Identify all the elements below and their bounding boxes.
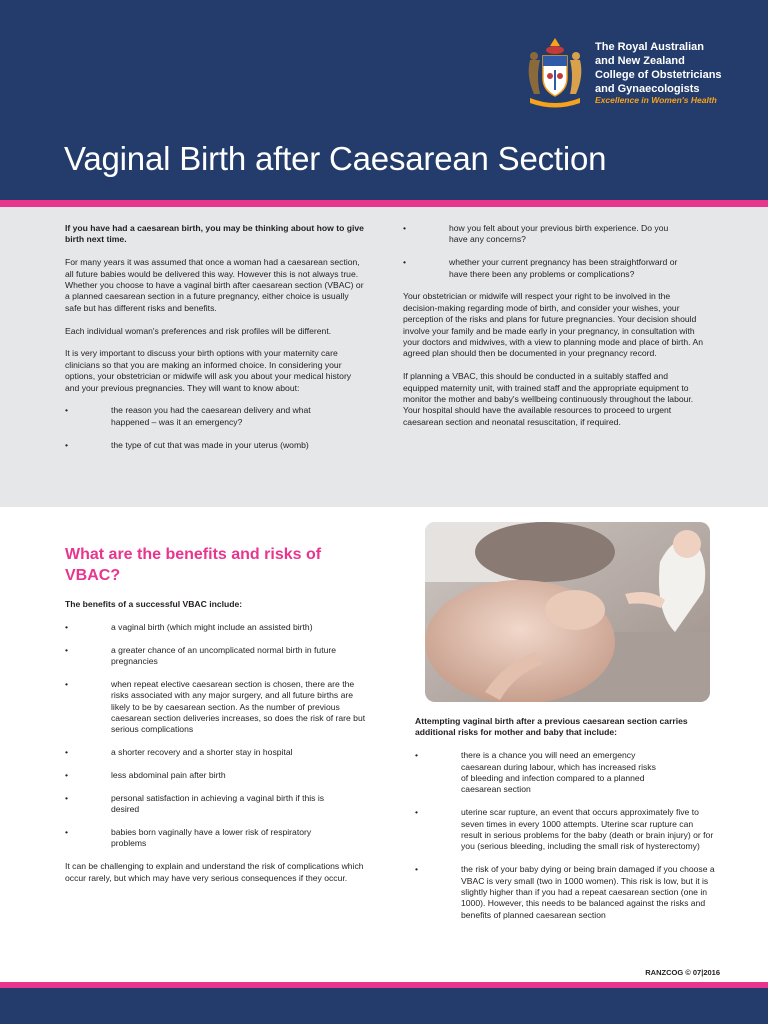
list-item-text: uterine scar rupture, an event that occurs approximately five to seven times in every 1000 attempts. Uterine scar rupture can result in serious problems for the baby (death or brain injury) or for you (serious bleeding, including the small risk of hysterectomy) [461, 807, 714, 852]
list-item [65, 770, 367, 781]
pregnancy-photo [425, 522, 710, 702]
list-item-text: a shorter recovery and a shorter stay in hospital [111, 747, 293, 758]
section-heading-benefits: What are the benefits and risks of VBAC? [65, 546, 322, 584]
bullet-mark: • [65, 405, 69, 416]
list-item [65, 622, 367, 633]
list-item-text: personal satisfaction in achieving a vaginal birth if this is desired [111, 792, 325, 815]
list-item-text: when repeat elective caesarean section is chosen, there are the risks associated with any major surgery, and all future births are likely to be by caesarean section. As the number of previous caesarean section deliveries increases, so does the risk of rare but serious complications [111, 678, 366, 735]
benefits-closing: It can be challenging to explain and understand the risk of complications which occur rarely, but which may have very serious consequences if they occur. [65, 861, 364, 883]
org-line: The Royal Australian [595, 41, 705, 53]
document-code: RANZCOG © 07|2016 [645, 968, 720, 977]
list-item [65, 793, 367, 816]
benefits-subtitle: The benefits of a successful VBAC include: [65, 599, 243, 609]
org-line: College of Obstetricians [595, 69, 722, 81]
bullet-mark: • [403, 257, 407, 268]
bullet-mark: • [65, 747, 69, 758]
bullet-mark: • [65, 792, 69, 803]
tagline: Excellence in Women's Health [595, 95, 717, 105]
list-item-text: a vaginal birth (which might include an assisted birth) [111, 621, 313, 632]
bullet-mark: • [65, 621, 69, 632]
organisation-name [595, 40, 765, 96]
list-item [415, 807, 715, 853]
list-item-text: less abdominal pain after birth [111, 770, 226, 781]
list-item [65, 440, 367, 451]
bullet-mark: • [65, 439, 69, 450]
list-item [65, 645, 367, 668]
bullet-mark: • [65, 678, 69, 689]
list-item [403, 223, 705, 246]
risks-lead: Attempting vaginal birth after a previous caesarean section carries additional risks for mother and baby that include: [415, 716, 688, 738]
list-item [65, 679, 367, 736]
list-item-text: how you felt about your previous birth experience. Do you have any concerns? [449, 223, 669, 245]
list-item [415, 864, 715, 921]
bullet-mark: • [415, 807, 419, 818]
list-item-text: babies born vaginally have a lower risk of respiratory problems [111, 827, 312, 849]
intro-paragraph: It is very important to discuss your birth options with your maternity care clinicians so that you are making an informed choice. In considering your options, your obstetrician or midwife will ask you about your medical history and your previous pregnancies. They will want to know about: [65, 348, 352, 393]
intro-paragraph: Each individual woman's preferences and risk profiles will be different. [65, 325, 332, 336]
bullet-mark: • [403, 223, 407, 233]
list-item [403, 257, 705, 280]
org-line: and New Zealand [595, 55, 685, 67]
intro-lead: If you have had a caesarean birth, you may be thinking about how to give birth next time. [65, 223, 364, 245]
list-item [65, 827, 367, 850]
intro-left-column [65, 223, 367, 462]
header-accent-stripe [0, 200, 768, 207]
bullet-mark: • [415, 864, 419, 875]
intro-right-column [403, 223, 705, 440]
list-item [65, 405, 367, 428]
list-item-text: a greater chance of an uncomplicated normal birth in future pregnancies [111, 644, 336, 666]
list-item-text: the type of cut that was made in your uterus (womb) [111, 439, 309, 450]
list-item-text: whether your current pregnancy has been straightforward or have there been any problems or complications? [449, 257, 678, 279]
bullet-mark: • [65, 827, 69, 838]
list-item [65, 747, 367, 758]
bullet-mark: • [65, 770, 69, 781]
bullet-mark: • [415, 750, 419, 761]
risks-column [415, 716, 715, 933]
intro-paragraph: Your obstetrician or midwife will respect your right to be involved in the decision-making regarding mode of birth, and consider your wishes, your perception of the risks and plans for future pregnancies. Your decision should involve your family and be made early in your pregnancy, in consultation with your doctors and midwives, with a view to planning mode and place of birth. An agreed plan should then be documented in your pregnancy record. [403, 291, 703, 359]
benefits-column [65, 599, 367, 895]
list-item-text: there is a chance you will need an emergency caesarean during labour, which has increased risks of bleeding and infection compared to a planned caesarean section [461, 750, 656, 795]
intro-paragraph: For many years it was assumed that once a woman had a caesarean section, all future babies would be delivered this way. However this is not always true. Whether you choose to have a vaginal birth after caesarean section (VBAC) or a planned caesarean section in a future pregnancy, either choice is usually safe but has different risks and benefits. [65, 257, 364, 313]
footer-banner [0, 988, 768, 1024]
list-item-text: the risk of your baby dying or being brain damaged if you choose a VBAC is very small (two in 1000 women). This risk is low, but it is slightly higher than if you had a repeat caesarean section (one in 1000). However, this needs to be balanced against the risks and benefits of planned caesarean section [461, 864, 715, 920]
intro-paragraph: If planning a VBAC, this should be conducted in a suitably staffed and equipped maternity unit, with trained staff and the appropriate equipment to monitor the mother and baby's wellbeing continuously throughout the labour. Your hospital should have the available resources to proceed to urgent caesarean section and neonatal resuscitation, if required. [403, 371, 694, 427]
list-item [415, 750, 715, 796]
org-line: and Gynaecologists [595, 83, 700, 95]
page-title: Vaginal Birth after Caesarean Section [64, 140, 607, 177]
list-item-text: the reason you had the caesarean delivery and what happened – was it an emergency? [111, 405, 311, 427]
bullet-mark: • [65, 644, 69, 655]
college-crest-icon [524, 36, 586, 110]
